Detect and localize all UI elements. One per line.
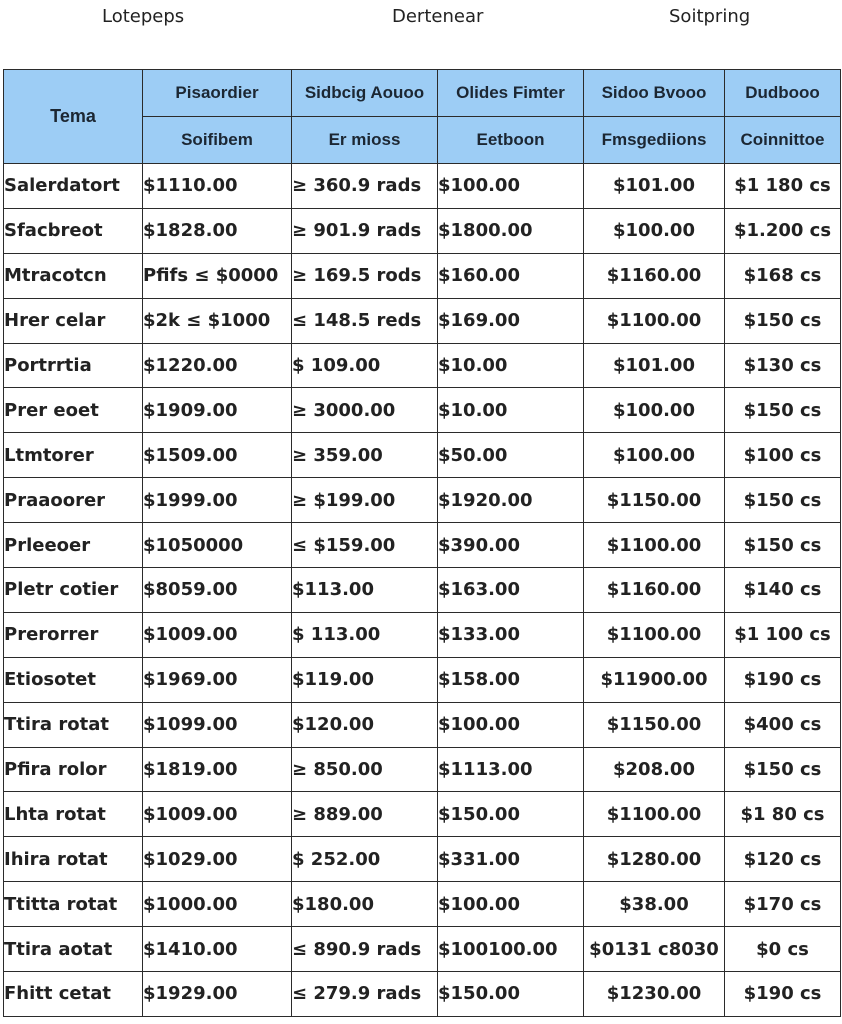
table-cell: $160.00 — [438, 253, 584, 298]
table-cell: $150 cs — [725, 478, 841, 523]
table-cell: $1230.00 — [584, 972, 725, 1017]
table-cell: ≥ 169.5 rods — [292, 253, 438, 298]
table-cell: $100.00 — [438, 882, 584, 927]
table-cell: $1100.00 — [584, 612, 725, 657]
table-cell: ≥ 850.00 — [292, 747, 438, 792]
table-cell: $190 cs — [725, 972, 841, 1017]
table-cell: $1100.00 — [584, 792, 725, 837]
column-subheader: Soifibem — [143, 117, 292, 164]
table-row — [4, 972, 841, 1017]
table-cell: ≤ 148.5 reds — [292, 298, 438, 343]
table-cell: $0131 c8030 — [584, 927, 725, 972]
table-cell: $190 cs — [725, 657, 841, 702]
table-cell: $1280.00 — [584, 837, 725, 882]
table-cell: $2k ≤ $1000 — [143, 298, 292, 343]
column-subheader: Er mioss — [292, 117, 438, 164]
row-name-cell: Ttira aotat — [4, 927, 143, 972]
table-cell: $1410.00 — [143, 927, 292, 972]
table-cell: $180.00 — [292, 882, 438, 927]
row-name-cell: Ihira rotat — [4, 837, 143, 882]
row-name-cell: Prer eoet — [4, 388, 143, 433]
table-cell: $101.00 — [584, 164, 725, 209]
row-name-cell: Ttira rotat — [4, 702, 143, 747]
table-row — [4, 164, 841, 209]
table-cell: $1 80 cs — [725, 792, 841, 837]
row-name-cell: Mtracotcn — [4, 253, 143, 298]
table-cell: $163.00 — [438, 568, 584, 613]
top-label-2: Dertenear — [392, 6, 484, 27]
table-cell: $169.00 — [438, 298, 584, 343]
table-cell: $1.200 cs — [725, 208, 841, 253]
table-cell: $150.00 — [438, 972, 584, 1017]
row-name-cell: Prleeoer — [4, 523, 143, 568]
column-subheader: Coinnittoe — [725, 117, 841, 164]
table-cell: $120 cs — [725, 837, 841, 882]
table-cell: $100 cs — [725, 433, 841, 478]
row-name-cell: Salerdatort — [4, 164, 143, 209]
table-cell: ≤ 890.9 rads — [292, 927, 438, 972]
row-name-cell: Pletr cotier — [4, 568, 143, 613]
table-row — [4, 612, 841, 657]
table-cell: $400 cs — [725, 702, 841, 747]
table-cell: $1828.00 — [143, 208, 292, 253]
table-cell: $1000.00 — [143, 882, 292, 927]
table-cell: ≥ 901.9 rads — [292, 208, 438, 253]
table-row — [4, 478, 841, 523]
table-cell: $1050000 — [143, 523, 292, 568]
table-row — [4, 747, 841, 792]
top-labels — [0, 0, 842, 34]
table-cell: $1110.00 — [143, 164, 292, 209]
table-cell: $150 cs — [725, 388, 841, 433]
table-body — [4, 164, 841, 1017]
table-cell: $390.00 — [438, 523, 584, 568]
table-cell: $8059.00 — [143, 568, 292, 613]
table-cell: ≤ 279.9 rads — [292, 972, 438, 1017]
top-label-1: Lotepeps — [102, 6, 185, 27]
table-cell: $38.00 — [584, 882, 725, 927]
table-cell: $100.00 — [584, 388, 725, 433]
column-header: Pisaordier — [143, 70, 292, 117]
row-name-cell: Sfacbreot — [4, 208, 143, 253]
table-cell: $1160.00 — [584, 568, 725, 613]
table-cell: $150 cs — [725, 298, 841, 343]
table-cell: $100.00 — [584, 433, 725, 478]
table-cell: $1920.00 — [438, 478, 584, 523]
table-cell: $1 100 cs — [725, 612, 841, 657]
table-cell: $158.00 — [438, 657, 584, 702]
table-cell: $1009.00 — [143, 792, 292, 837]
table-cell: $100.00 — [438, 164, 584, 209]
table-cell: $130 cs — [725, 343, 841, 388]
table-cell: $101.00 — [584, 343, 725, 388]
table-cell: $170 cs — [725, 882, 841, 927]
table-cell: $1220.00 — [143, 343, 292, 388]
table-cell: $100.00 — [584, 208, 725, 253]
column-subheader: Eetboon — [438, 117, 584, 164]
table-cell: ≥ $199.00 — [292, 478, 438, 523]
column-header: Sidoo Bvooo — [584, 70, 725, 117]
corner-header: Tema — [4, 70, 143, 164]
table-cell: $1929.00 — [143, 972, 292, 1017]
table-row — [4, 343, 841, 388]
column-header: Sidbcig Aouoo — [292, 70, 438, 117]
table-cell: $100100.00 — [438, 927, 584, 972]
table-cell: $1100.00 — [584, 298, 725, 343]
table-cell: $208.00 — [584, 747, 725, 792]
row-name-cell: Etiosotet — [4, 657, 143, 702]
top-label-3: Soitpring — [669, 6, 751, 27]
table-cell: $1099.00 — [143, 702, 292, 747]
table-cell: $1150.00 — [584, 478, 725, 523]
table-cell: $1819.00 — [143, 747, 292, 792]
table-row — [4, 882, 841, 927]
table-cell: $150 cs — [725, 747, 841, 792]
table-row — [4, 523, 841, 568]
row-name-cell: Ltmtorer — [4, 433, 143, 478]
table-cell: $1509.00 — [143, 433, 292, 478]
table-cell: $1150.00 — [584, 702, 725, 747]
row-name-cell: Prerorrer — [4, 612, 143, 657]
table-cell: $1113.00 — [438, 747, 584, 792]
table-cell: $ 109.00 — [292, 343, 438, 388]
table-cell: $150.00 — [438, 792, 584, 837]
table-cell: $1909.00 — [143, 388, 292, 433]
table-row — [4, 568, 841, 613]
row-name-cell: Pfira rolor — [4, 747, 143, 792]
table-cell: $1969.00 — [143, 657, 292, 702]
table-cell: ≥ 360.9 rads — [292, 164, 438, 209]
table-cell: $10.00 — [438, 343, 584, 388]
table-cell: $1029.00 — [143, 837, 292, 882]
table-row — [4, 298, 841, 343]
header-row-1 — [4, 70, 841, 117]
table-row — [4, 253, 841, 298]
table-cell: $331.00 — [438, 837, 584, 882]
table-cell: $140 cs — [725, 568, 841, 613]
row-name-cell: Ttitta rotat — [4, 882, 143, 927]
table-row — [4, 927, 841, 972]
table-row — [4, 837, 841, 882]
column-subheader: Fmsgediions — [584, 117, 725, 164]
table-cell: $133.00 — [438, 612, 584, 657]
table-cell: $0 cs — [725, 927, 841, 972]
table-cell: $120.00 — [292, 702, 438, 747]
table-row — [4, 433, 841, 478]
table-row — [4, 388, 841, 433]
table-cell: $50.00 — [438, 433, 584, 478]
table-cell: $100.00 — [438, 702, 584, 747]
table-cell: $1 180 cs — [725, 164, 841, 209]
row-name-cell: Lhta rotat — [4, 792, 143, 837]
column-header: Dudbooo — [725, 70, 841, 117]
table-cell: $1100.00 — [584, 523, 725, 568]
table-cell: $1160.00 — [584, 253, 725, 298]
data-table — [3, 69, 841, 1017]
table-cell: ≥ 3000.00 — [292, 388, 438, 433]
table-row — [4, 702, 841, 747]
table-row — [4, 657, 841, 702]
table-cell: $11900.00 — [584, 657, 725, 702]
column-header: Olides Fimter — [438, 70, 584, 117]
table-cell: ≥ 359.00 — [292, 433, 438, 478]
table-cell: $1800.00 — [438, 208, 584, 253]
table-cell: $113.00 — [292, 568, 438, 613]
table-header — [4, 70, 841, 164]
table-cell: Pfifs ≤ $0000 — [143, 253, 292, 298]
table-cell: $10.00 — [438, 388, 584, 433]
table-cell: $ 113.00 — [292, 612, 438, 657]
row-name-cell: Fhitt cetat — [4, 972, 143, 1017]
row-name-cell: Portrrtia — [4, 343, 143, 388]
row-name-cell: Hrer celar — [4, 298, 143, 343]
table-cell: $119.00 — [292, 657, 438, 702]
table-cell: $1999.00 — [143, 478, 292, 523]
table-row — [4, 792, 841, 837]
table-cell: $1009.00 — [143, 612, 292, 657]
table-cell: $ 252.00 — [292, 837, 438, 882]
row-name-cell: Praaoorer — [4, 478, 143, 523]
table-cell: ≤ $159.00 — [292, 523, 438, 568]
table-row — [4, 208, 841, 253]
table-cell: $168 cs — [725, 253, 841, 298]
table-cell: $150 cs — [725, 523, 841, 568]
table-cell: ≥ 889.00 — [292, 792, 438, 837]
